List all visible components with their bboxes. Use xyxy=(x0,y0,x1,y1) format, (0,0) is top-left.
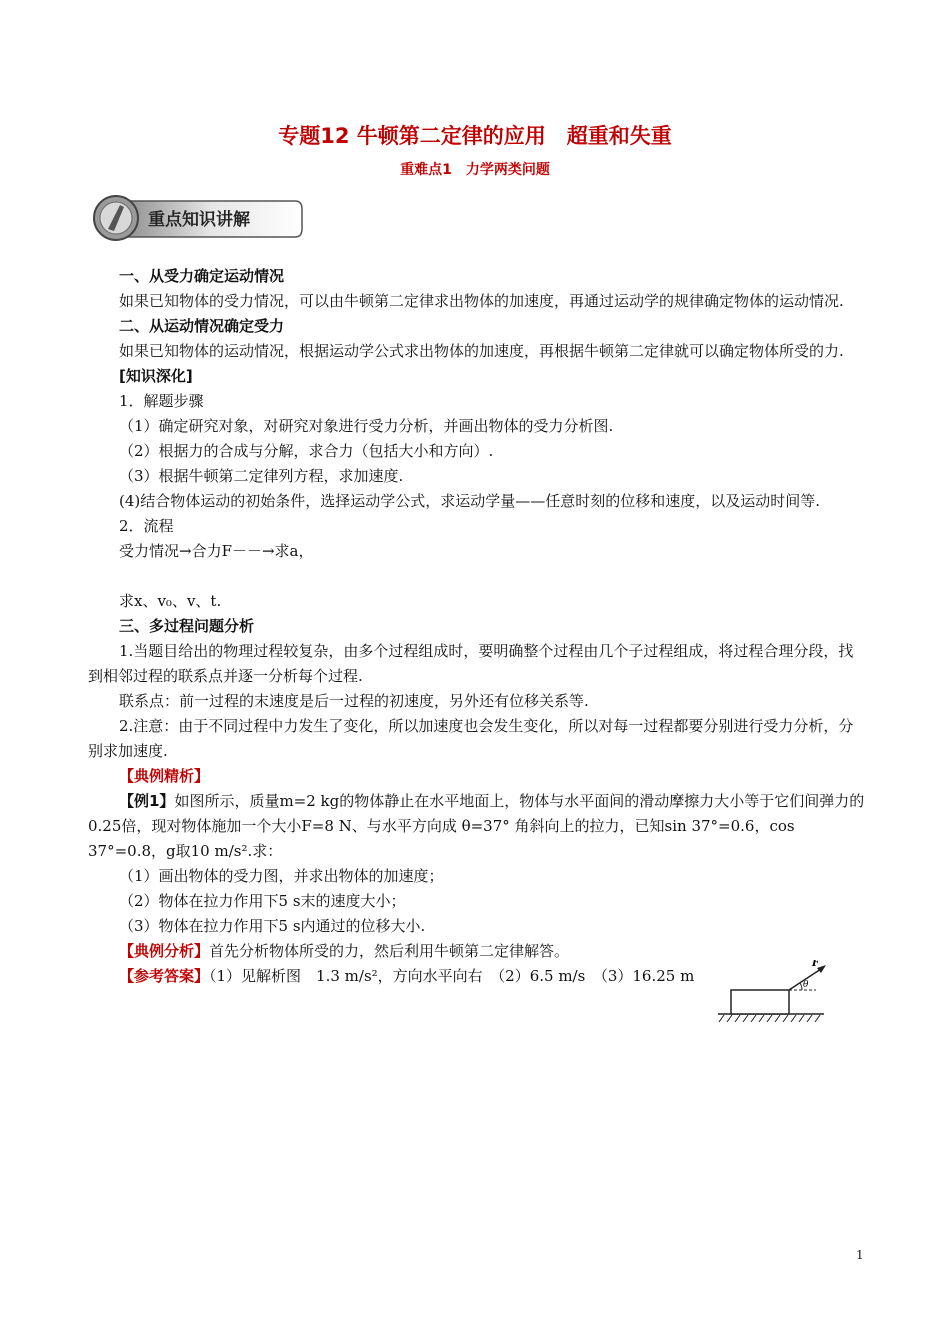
page-subtitle: 重难点1 力学两类问题 xyxy=(400,162,550,178)
list-item: (4)结合物体运动的初始条件，选择运动学公式，求运动学量——任意时刻的位移和速度，以及运动时间等. xyxy=(119,492,821,510)
question: （3）物体在拉力作用下5 s内通过的位移大小. xyxy=(119,917,426,935)
block xyxy=(731,990,789,1014)
section-heading: 一、从受力确定运动情况 xyxy=(119,267,285,285)
answer-tag: 【参考答案】 xyxy=(119,967,210,985)
list-title: 2．流程 xyxy=(119,517,174,535)
banner-label: 重点知识讲解 xyxy=(148,210,250,230)
example-text: 如图所示，质量m=2 kg的物体静止在水平地面上，物体与水平面间的滑动摩擦力大小等于它们间弹力的0.25倍，现对物体施加一个大小F=8 N、与水平方向成 θ=37° 角斜向上的拉力，已知sin 37°=0.6，cos 37°=0.8，g取10 m/s².求： xyxy=(88,792,865,860)
flow-line: 受力情况→合力F－－→求a， xyxy=(119,542,314,560)
question: （2）物体在拉力作用下5 s末的速度大小； xyxy=(119,892,406,910)
angle-label: θ xyxy=(803,980,809,990)
list-item: （3）根据牛顿第二定律列方程，求加速度. xyxy=(119,467,404,485)
section-heading: 三、多过程问题分析 xyxy=(119,617,255,635)
paragraph: 联系点：前一过程的末速度是后一过程的初速度，另外还有位移关系等. xyxy=(119,692,589,710)
force-label: F xyxy=(812,960,820,969)
paragraph: 2.注意：由于不同过程中力发生了变化，所以加速度也会发生变化，所以对每一过程都要分别进行受力分析，分别求加速度. xyxy=(88,717,854,760)
flow-line: 求x、v₀、v、t. xyxy=(119,592,222,610)
example-tag: 【例1】 xyxy=(119,792,175,810)
paragraph: 如果已知物体的受力情况，可以由牛顿第二定律求出物体的加速度，再通过运动学的规律确定物体的运动情况. xyxy=(119,292,844,310)
example-section-label: 【典例精析】 xyxy=(119,767,210,785)
analysis-text: 首先分析物体所受的力，然后利用牛顿第二定律解答。 xyxy=(209,942,570,960)
example-statement xyxy=(88,789,866,864)
page-number: 1 xyxy=(856,1248,864,1262)
document-body xyxy=(88,264,866,989)
section-banner xyxy=(90,193,305,243)
answer-text: （1）见解析图 1.3 m/s²，方向水平向右 （2）6.5 m/s （3）16.25 m xyxy=(209,967,695,985)
section-heading: 二、从运动情况确定受力 xyxy=(119,317,285,335)
force-diagram xyxy=(716,960,826,1026)
list-item: （1）确定研究对象，对研究对象进行受力分析，并画出物体的受力分析图. xyxy=(119,417,614,435)
question: （1）画出物体的受力图，并求出物体的加速度； xyxy=(119,867,444,885)
list-item: （2）根据力的合成与分解，求合力（包括大小和方向）. xyxy=(119,442,494,460)
analysis-tag: 【典例分析】 xyxy=(119,942,210,960)
paragraph: 1.当题目给出的物理过程较复杂，由多个过程组成时，要明确整个过程由几个子过程组成，将过程合理分段，找到相邻过程的联系点并逐一分析每个过程. xyxy=(88,642,854,685)
page-title: 专题12 牛顿第二定律的应用 超重和失重 xyxy=(278,124,672,148)
paragraph: 如果已知物体的运动情况，根据运动学公式求出物体的加速度，再根据牛顿第二定律就可以确定物体所受的力. xyxy=(119,342,844,360)
knowledge-heading: [知识深化] xyxy=(119,367,193,385)
list-title: 1．解题步骤 xyxy=(119,392,204,410)
